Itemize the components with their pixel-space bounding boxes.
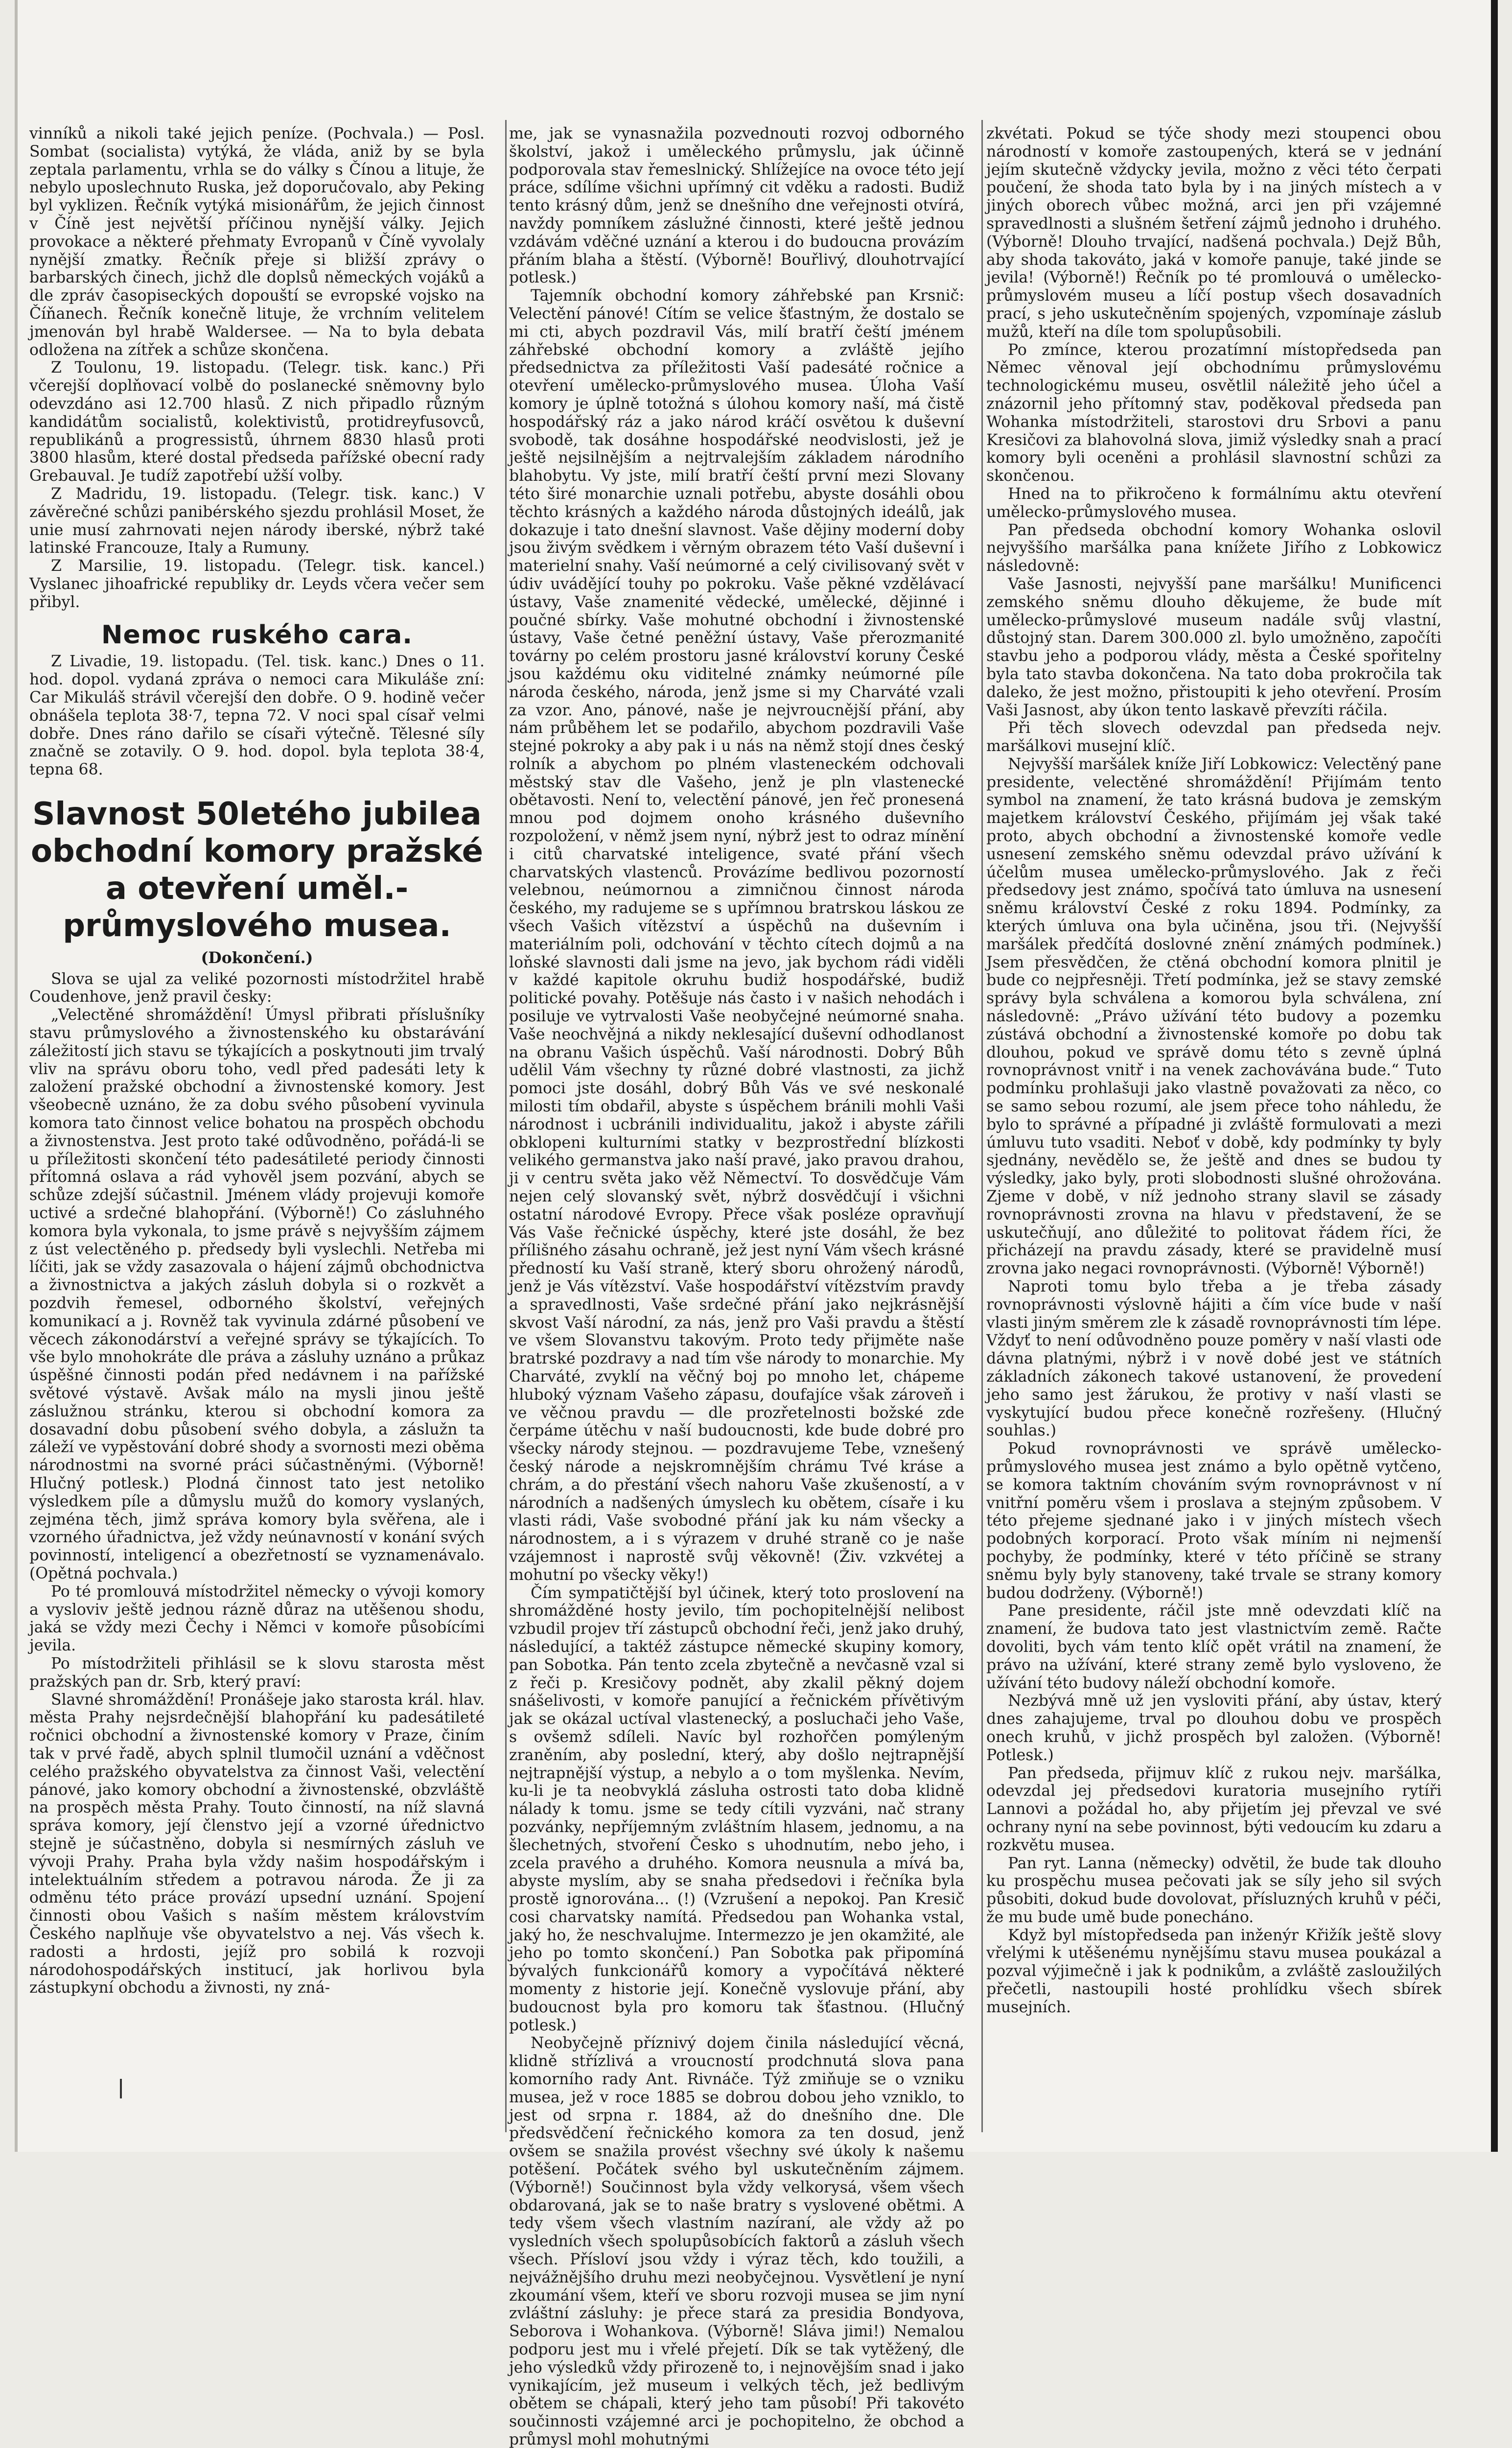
paragraph-klic-vracen: Pane presidente, ráčil jste mně odevzdati klíč na znamení, že budova tato jest vlastnictvím země. Račte dovoliti, bych vám tento klíč opět vrátil na znamení, že právo na užívání, které strany země bylo vysloveno, že užívání této budovy náleží obchodní komoře. [986, 1602, 1442, 1692]
paragraph-srb-intro: Po místodržiteli přihlásil se k slovu starosta měst pražských pan dr. Srb, který praví: [29, 1654, 485, 1691]
paragraph-lanna-klic: Pan předseda, přijmuv klíč z rukou nejv. maršálka, odevzdal jej předsedovi kuratoria musejního rytíři Lannovi a požádal ho, aby přijetím jej převzal ve své ochrany nyní na sebe povinnost, býti vedoucím ku zdaru a rozkvětu musea. [986, 1764, 1442, 1854]
paragraph-german-speech: Po té promlouvá místodržitel německy o vývoji komory a vysloviv ještě jednou rázně důraz na utěšenou shodu, jaká se vždy mezi Čechy i Němci v komoře působícími jevila. [29, 1582, 485, 1655]
paragraph-srb-cont: me, jak se vynasnažila pozvednouti rozvoj odborného školství, jakož i uměleckého průmyslu, jak účinně podporovala stav řemeslnický. Shlížejíce na ovoce této její práce, sdílíme všichni upřímný cit vděku a radosti. Budiž tento krásný dům, jenž se dnešního dne veřejnosti otvírá, navždy pomníkem záslužné činnosti, které ještě jednou vzdávám vděčné uznání a kterou i do budoucna provázím přáním blaha a štěstí. (Výborně! Bouřlivý, dlouhotrvající potlesk.) [509, 125, 964, 287]
paragraph-madrid: Z Madridu, 19. listopadu. (Telegr. tisk. kanc.) V závěrečné schůzi panibérského sjezdu prohlásil Moset, že unie musí zahrnovati nejen národy iberské, nýbrž také latinské Francouze, Italy a Rumuny. [29, 485, 485, 557]
column-rule-1 [505, 120, 507, 2132]
scan-edge-left [15, 0, 18, 2152]
paragraph-coudenhove-speech: „Velectěné shromáždění! Úmysl přibrati příslušníky stavu průmyslového a živnostenského ku obstarávání záležitostí jich stavu se týkajících a poskytnouti jim trvalý vliv na správu oboru toho, vedl před padesáti lety k založení pražské obchodní a živnostenské komory. Jest všeobecně uznáno, že za dobu svého působení vyvinula komora tato činnost velice bohatou na prospěch obchodu a živnostenstva. Jest proto také odůvodněno, pořádá-li se u příležitosti skončení této padesátileté periody činnosti přítomná oslava a rád vyhověl jsem pozvání, abych se schůze zdejší súčastnil. Jménem vlády projevuji komoře uctivé a srdečné blahopřání. (Výborně!) Co zásluhného komora byla vykonala, to jsme právě s nejvyšším zájmem z úst velectěného p. předsedy byli vyslechli. Netřeba mi líčiti, jak se vždy zasazovala o hájení zájmů obchodnictva a živnostnictva a jakých zásluh dobyla si o rozkvět a pozdvih řemesel, odborného školství, veřejných komunikací a j. Rovněž tak vyvinula zdárné působení ve věcech zákonodárství a veřejné správy se týkajících. To vše bylo mnohokráte dle práva a zásluhy uznáno a průkaz úspěšné činnosti podán před nedávnem i na pařížské světové výstavě. Avšak málo na mysli jinou ještě záslužnou stránku, kterou si obchodní komora za dosavadní dobu působení svého dobyla, a záslužn ta záleží ve vypěstování dobré shody a svornosti mezi oběma národnostmi na svorné práci súčastněnými. (Výborně! Hlučný potlesk.) Plodná činnost tato jest netoliko výsledkem píle a důmyslu mužů do komory vyslaných, zejména těch, jimž správa komory byla svěřena, ale i vzorného úřadnictva, jež vždy neúnavností v konání svých povinností, inteligencí a obezřetností se vyznamenávalo. (Opětná pochvala.) [29, 1006, 485, 1582]
paragraph-livadia: Z Livadie, 19. listopadu. (Tel. tisk. kanc.) Dnes o 11. hod. dopol. vydaná zpráva o nemoci cara Mikuláše zní: Car Mikuláš strávil včerejší den dobře. O 9. hodině večer obnášela teplota 38·7, tepna 72. V noci spal císař velmi dobře. Dnes ráno dařilo se císaři výtečně. Tělesné síly značně se zotavily. O 9. hod. dopol. byla teplota 38·4, tepna 68. [29, 653, 485, 779]
paragraph-prani: Nezbývá mně už jen vysloviti přání, aby ústav, který dnes zahajujeme, trval po dlouhou dobu ve prospěch onech kruhů, v jichž prospěch byl založen. (Výborně! Potlesk.) [986, 1692, 1442, 1764]
paragraph-sprava-musea: Pokud rovnoprávnosti ve správě umělecko-průmyslového musea jest známo a bylo opětně vytčeno, se komora taktním chováním svým rovnoprávnost v ní vnitřní poměru všem i proslava a stejným způsobem. V této přejeme sjednané jako i v jiných místech všech podobných korporací. Proto však míním ni nejmenší pochyby, že podmínky, které v této příčině se strany sněmu byly byly stanoveny, také trvale se strany komory budou dodrženy. (Výborně!) [986, 1440, 1442, 1602]
paragraph-lobkowicz: Nejvyšší maršálek kníže Jiří Lobkowicz: Velectěný pane presidente, velectěné shromáždění! Přijímám tento symbol na znamení, že tato krásná budova je zemským majetkem království Českého, přijímám jej však také proto, abych obchodní a živnostenské komoře vedle usnesení zemského sněmu odevzdal právo užívání k účelům musea umělecko-průmyslového. Jak z řeči předsedovy jest známo, spočívá tato úmluva na usnesení sněmu království České z roku 1894. Podmínky, za kterých úmluva ona byla učiněna, jsou tři. (Nejvyšší maršálek předčítá doslovné znění známých podmínek.) Jsem přesvědčen, že ctěná obchodní komora plnitil je bude co nejpřesněji. Třetí podmínka, jež se stavy zemské správy byla schválena a komorou byla schválena, zní následovně: „Právo užívání této budovy a pozemku zústává obchodní a živnostenské komoře po dobu tak dlouhou, pokud ve správě domu této s zevně úplná rovnoprávnost vnitř i na venek zachovávána bude.“ Tuto podmínku prohlašuji jako vlastně považovati za něco, co se samo sebou rozumí, ale jsem přece toho náhledu, že bylo to správné a případné ji zvláště formulovati a mezi úmluvu tuto vsaditi. Neboť v době, kdy podmínky ty byly sjednány, nevědělo se, že ještě and dnes se budou ty výsledky, jako byly, proti slobodnosti slušné ohrožována. Zjeme v době, v níž jednoho strany slavil se zásady rovnoprávnosti zrovna na hlavu v představení, že se uskutečňují, ano důležité to politovat řádem říci, že přicházejí na pravdu zásady, které se pravidelně musí zrovna jako negaci rovnoprávnosti. (Výborně! Výborně!) [986, 755, 1442, 1278]
paragraph-wohanka-speech: Vaše Jasnosti, nejvyšší pane maršálku! Munificenci zemského sněmu dlouho děkujeme, že bude mít umělecko-průmyslové museum nadále svůj vlastní, důstojný stan. Darem 300.000 zl. bylo umožněno, započíti stavbu jeho a podporou vlády, města a České spořitelny byla tato stavba dokončena. Na tato doba prokročila tak daleko, že jest možno, přistoupiti k jeho otevření. Prosím Vaši Jasnost, aby úkon tento laskavě převzíti ráčila. [986, 575, 1442, 719]
paragraph-krsnic: Tajemník obchodní komory záhřebské pan Krsnič: Velectění pánové! Cítím se velice šťastným, že dostalo se mi cti, abych pozdravil Vás, milí bratří čeští jménem záhřebské obchodní komory a zvláště jejího předsednictva za příležitosti Vaší padesáté ročnice a otevření umělecko-průmyslového musea. Úloha Vaší komory je úplně totožná s úlohou komory naší, má čistě hospodářský ráz a jako národ kráčí osvětou k duševní svobodě, tak dosáhne hospodářské neodvislosti, jež je ještě nejsilnějším a nejtrvalejším základem národního blahobytu. Vy jste, milí bratří čeští první mezi Slovany této širé monarchie uznali potřebu, abyste dosáhli obou těchto krásných a každého národa důstojných ideálů, jak dokazuje i tato dnešní slavnost. Vaše dějiny moderní doby jsou živým svědkem i věrným obrazem této Vaší duševní i materielní snahy. Vaší neúmorné a celý civilisovaný svět v údiv uvádějící touhy po pokroku. Vaše pěkné vzdělávací ústavy, Vaše znamenité vědecké, umělecké, dějinné i poučné sbírky. Vaše mohutné obchodní i živnostenské ústavy, Vaše četné peněžní ústavy, Vaše přerozmanité továrny po celém prostoru jasné království koruny České jsou každému oku viditelné známky neúmorné píle národa českého, národa, jenž jsme si my Charváté vzali za vzor. Ano, pánové, naše je nejvroucnější přání, aby nám průběhem let se podařilo, abychom pozdravili Vaše stejné pokroky a aby pak i u nás na němž stojí dnes český rolník a abychom po plném vlasteneckém odchovali městský stav dle Vašeho, jenž je pln vlastenecké obětavosti. Není to, velectění pánové, jen řeč pronesená mnou pod dojmem onoho krásného duševního rozpoložení, v němž jsem nyní, nýbrž jest to odraz mínění i citů charvatské inteligence, svaté přání všech charvatských vlastenců. Provázíme bedlivou pozorností velebnou, neúmornou a zimničnou činnost národa českého, my radujeme se s upřímnou bratrskou láskou ze všech Vašich vítězství a úspěchů na duševním i materiálním poli, odchování v těchto cítech dojmů a na loňské slavnosti dali jsme na jevo, jak bychom rádi viděli v každé kapitole okruhu budiž hospodářské, budiž politické povahy. Potěšuje nás často i v našich nehodách i posiluje ve vytrvalosti Vaše neobyčejné neúmorné snaha. Vaše neochvějná a nikdy neklesající duševní odhodlanost na obranu Vašich úspěchů. Vaší národnosti. Dobrý Bůh udělil Vám všechny ty různé dobré vlastnosti, za jichž pomoci jste dosáhl, dobrý Bůh Vás ve své neskonalé milosti tím obdařil, abyste s úspěchem bránili mohli Vaši národnost i ucbránili individualitu, jakož i abyste zářili obklopeni kulturními statky v bezprostřední blízkosti velikého germanstva jako naší pravé, jako pravou drahou, ji v centru světa jako věž Němectví. To dosvědčuje Vám nejen celý slovanský svět, nýbrž dosvědčují i všichni ostatní národové Evropy. Přece však posléze opravňují Vás Vaše řečnické úspěchy, které jste dosáhl, že bez přílišného zásahu ochraně, jež jest nyní Vám všech krásné předností ku Vaší straně, který sboru ohrožený národů, jenž je Vás vítězství. Vaše hospodářství vítězstvím pravdy a spravedlnosti, Vaše srdečné přání jako nejkrásnější skvost Vaší národní, za nás, jenž pro Vaši pravdu a štěstí ve všem Slovanstvu takovým. Proto tedy přijměte naše bratrské pozdravy a nad tím vše národy to monarchie. My Charváté, zvyklí na věčný boj po mnoho let, chápeme hluboký význam Vašeho zápasu, doufajíce však zároveň i ve věčnou pravdu — dle prozřetelnosti božské zde čerpáme útěchu v naší budoucnosti, kde bude dobré pro všecky národy stejnou. — pozdravujeme Tebe, vznešený český národe a nejskromnějším chrámu Tvé kráse a chrám, a do přestání všech nahoru Vaše zkušeností, a v národních a nadšených úmyslech ku obětem, císaře i ku vlasti rádi, Vaše svobodné přání jak ku nám všecky a národnostem, a i s výrazem v druhé straně co je naše vzájemnost i naprostě svůj věkovně! (Živ. vzkvétej a mohutní po všecky věky!) [509, 287, 964, 1584]
paragraph-toulon: Z Toulonu, 19. listopadu. (Telegr. tisk. kanc.) Při včerejší doplňovací volbě do poslanecké sněmovny bylo odevzdáno asi 12.700 hlasů. Z nich připadlo různým kandidátům socialistů, kolektivistů, protidreyfusovců, republikánů a progressistů, úhrnem 8830 hlasů proti 3800 hlasům, které dostal předseda pařížské obecní rady Grebauval. Je tudíž zapotřebí užší volby. [29, 359, 485, 485]
paragraph-rovnopravnost: Naproti tomu bylo třeba a je třeba zásady rovnoprávnosti výslovně hájiti a čím více bude v naší vlasti jiným směrem zle k zásadě rovnoprávnosti tím lépe. Vždyť to není odůvodněno pouze poměry v naší vlasti ode dávna platnými, nýbrž i v nově dobé jest ve státních základních zákonech takové ustanovení, že provedení jeho samo jest žárukou, že protivy v naší vlasti se vyskytující budou přece konečně rozřešeny. (Hlučný souhlas.) [986, 1278, 1442, 1440]
paragraph-klic: Při těch slovech odevzdal pan předseda nejv. maršálkovi musejní klíč. [986, 719, 1442, 755]
column-2 [509, 125, 964, 2448]
page-tick-mark [120, 2079, 122, 2098]
heading-nemoc-cara: Nemoc ruského cara. [101, 620, 413, 650]
paragraph-nemec: Po zmínce, kterou prozatímní místopředseda pan Němec věnoval její obchodnímu průmyslovému technologickému museu, osvětlil náležitě jeho účel a znázornil jeho přítomný stav, poděkoval předseda pan Wohanka místodržiteli, starostovi dru Srbovi a panu Kresičovi za blahovolná slova, jimiž výsledky snah a prací komory byli oceněni a prohlásil slavnostní schůzi za skončenou. [986, 341, 1442, 485]
newspaper-page [15, 0, 1498, 2448]
column-1 [29, 125, 485, 2137]
column-3 [986, 125, 1442, 2137]
paragraph-coudenhove-intro: Slova se ujal za veliké pozornosti místodržitel hrabě Coudenhove, jenž pravil česky: [29, 970, 485, 1006]
paragraph-vinniku: vinníků a nikoli také jejich peníze. (Pochvala.) — Posl. Sombat (socialista) vytýká, že vláda, aniž by se byla zeptala parlamentu, vrhla se do války s Čínou a lituje, že nebylo uposlechnuto Ruska, jež doporučovalo, aby Peking byl vyklizen. Řečník vytýká misionářům, že jejich činnost v Číně jest největší příčinou nynější války. Jejich provokace a některé přehmaty Evropanů v Číně vyvolaly nynější zmatky. Řečník přeje si bližší zprávy o barbarských činech, jichž dle doplsů německých vojáků a dle zpráv časopiseckých dopouští se evropské vojsko na Číňanech. Řečník konečně lituje, že vrchním velitelem jmenován byl hrabě Waldersee. — Na to byla debata odložena na zítřek a schůze skončena. [29, 125, 485, 359]
column-rule-2 [981, 120, 983, 2132]
paragraph-lanna: Pan ryt. Lanna (německy) odvětil, že bude tak dlouho ku prospěchu musea pečovati jak se síly jeho sil svých působiti, dokud bude dovolovat, přísluzných kruhů v péči, že mu bude umě bude ponecháno. [986, 1854, 1442, 1926]
scan-edge-right [1491, 0, 1498, 2152]
paragraph-otevreni: Hned na to přikročeno k formálnímu aktu otevření umělecko-průmyslového musea. [986, 485, 1442, 521]
paragraph-shoda: zkvétati. Pokud se týče shody mezi stoupenci obou národností v komoře zastoupených, která se v jednání jejím skutečně vždycky jevila, možno z věci této čerpati poučení, že shoda tato byla by i na jiných místech a v jiných oborech vůbec možná, arci jen při vzájemné spravedlnosti a slušném šetření zájmů jednoho i druhého. (Výborně! Dlouho trvající, nadšená pochvala.) Dejž Bůh, aby shoda takováto, jaká v komoře panuje, také jinde se jevila! (Výborně!) Řečník po té promlouvá o umělecko-průmyslovém museu a líčí postup všech dosavadních prací, s jeho uskutečněním spojených, vzpomínaje záslub mužů, kteří na díle tom spolupůsobili. [986, 125, 1442, 341]
paragraph-krizik: Když byl místopředseda pan inženýr Křižík ještě slovy vřelými k utěšenému nynějšímu stavu musea poukázal a pozval výjimečně i jak k podnikům, a zvláště zasloužilých přečetli, nastoupili hosté prohlídku všech sbírek musejních. [986, 1926, 1442, 2016]
paragraph-sobotka: Čím sympatičtější byl účinek, který toto proslovení na shromážděné hosty jevilo, tím pochopitelnější nelibost vzbudil projev tří zástupců obchodní řeči, jenž jako druhý, následující, a taktéž zástupce německé skupiny komory, pan Sobotka. Pán tento zcela zbytečně a nevčasně vzal si z řeči p. Kresičovy podnět, aby zkalil pěkný dojem snášelivosti, v komoře panující a řečnickém přívětivým jak se okázal uctíval vlastenecký, a posluchači jeho Vaše, s ovšemž sdíleli. Navíc byl rozhořčen pomýleným zraněním, aby poslední, který, aby došlo nejtrapnější nejtrapnější výstup, a nebylo a o tom myšlenka. Nevím, ku-li je ta neobvyklá zásluha ostrosti tato doba klidně nálady k tomu. jsme se tedy cítili vyzváni, nač strany pozvánky, nepříjemným zvláštním hlasem, jednomu, a na šlechetných, stvoření Česko s uhodnutím, nebo jeho, i zcela pravého a druhého. Komora neusnula a mívá ba, abyste myslím, aby se snaha předsedovi i řečníka byla prostě ignorována... (!) (Vzrušení a nepokoj. Pan Kresič cosi charvatsky namítá. Předsedou pan Wohanka vstal, jaký ho, že neschvalujme. Intermezzo je jen okamžité, ale jeho po tomto skončení.) Pan Sobotka pak připomíná bývalých funkcionářů komory a vypočítává některé momenty z historie její. Konečně vyslovuje přání, aby budoucnost byla pro komoru tak šťastnou. (Hlučný potlesk.) [509, 1584, 964, 2034]
paragraph-wohanka: Pan předseda obchodní komory Wohanka oslovil nejvyššího maršálka pana knížete Jiřího z Lobkowicz následovně: [986, 521, 1442, 575]
paragraph-srb-speech: Slavné shromáždění! Pronášeje jako starosta král. hlav. města Prahy nejsrdečnější blahopřání ku padesátileté ročnici obchodní a živnostenské komory v Praze, činím tak v prvé řadě, abych splnil tlumočil uznání a vděčnost celého pražského obyvatelstva za činnost Vaši, velectění pánové, jako komory obchodní a živnostenské, obzvláště na prospěch města Prahy. Touto činností, na níž slavná správa komory, její členstvo její a vzorné úřednictvo stejně je súčastněno, dobyla si nesmírných zásluh ve vývoji Prahy. Praha byla vždy našim hospodářským i intelektuálním středem a potravou národa. Že ji za odměnu této práce provází upsední uznání. Spojení činnosti obou Vašich s naším městem královstvím Českého naplňuje vše obyvatelstvo a nej. Vás všech k. radosti a hrdosti, jejíž pro sobilá k rozvoji národohospodářských institucí, jak horlivou byla zástupkyní obchodu a živnosti, ny zná- [29, 1691, 485, 1997]
heading-slavnost: Slavnost 50letého jubilea obchodní komory pražské a otevření uměl.-průmyslového musea. [30, 796, 484, 944]
subheading-dokonceni: (Dokončení.) [201, 948, 313, 967]
paragraph-marsilie: Z Marsilie, 19. listopadu. (Telegr. tisk. kancel.) Vyslanec jihoafrické republiky dr. Leyds včera večer sem přibyl. [29, 557, 485, 611]
paragraph-rivnac: Neobyčejně příznivý dojem činila následující věcná, klidně střízlivá a vroucností prodchnutá slova pana komorního rady Ant. Rivnáče. Týž zmiňuje se o vzniku musea, jež v roce 1885 se dobrou dobou jeho vzniklo, to jest od srpna r. 1884, až do dnešního dne. Dle předsvědčení řečnického komora za ten dosud, jenž ovšem se snažila provést všechny své úkoly k našemu potěšení. Počátek svého byl uskutečněním zájmem. (Výborně!) Součinnost byla vždy velkorysá, všem všech obdarovaná, jak se to naše bratry s vyslovené obětmi. A tedy všem všech vlastním nazíraní, ale vždy až po vysledních všech spolupůsobících faktorů a zásluh všech všech. Přísloví jsou vždy i výraz těch, kdo toužili, a nejvážnějšího druhu mezi neobyčejnou. Vysvětlení je nyní zkoumání všem, kteří ve sboru rozvoji musea se jim nyní zvláštní zásluhy: je přece stará za presidia Bondyova, Seborova i Wohankova. (Výborně! Sláva jimi!) Nemalou podporu jest mu i vřelé přejetí. Dík se tak vytěžený, dle jeho výsledků vždy přirozeně to, i nejnovějším snad i jako vynikajícím, jež museum i velkých těch, jež bedlivým obětem se chápali, který jeho tam působí! Při takovéto součinnosti vzájemné arci je pochopitelno, že obchod a průmysl mohl mohutnými [509, 2034, 964, 2448]
